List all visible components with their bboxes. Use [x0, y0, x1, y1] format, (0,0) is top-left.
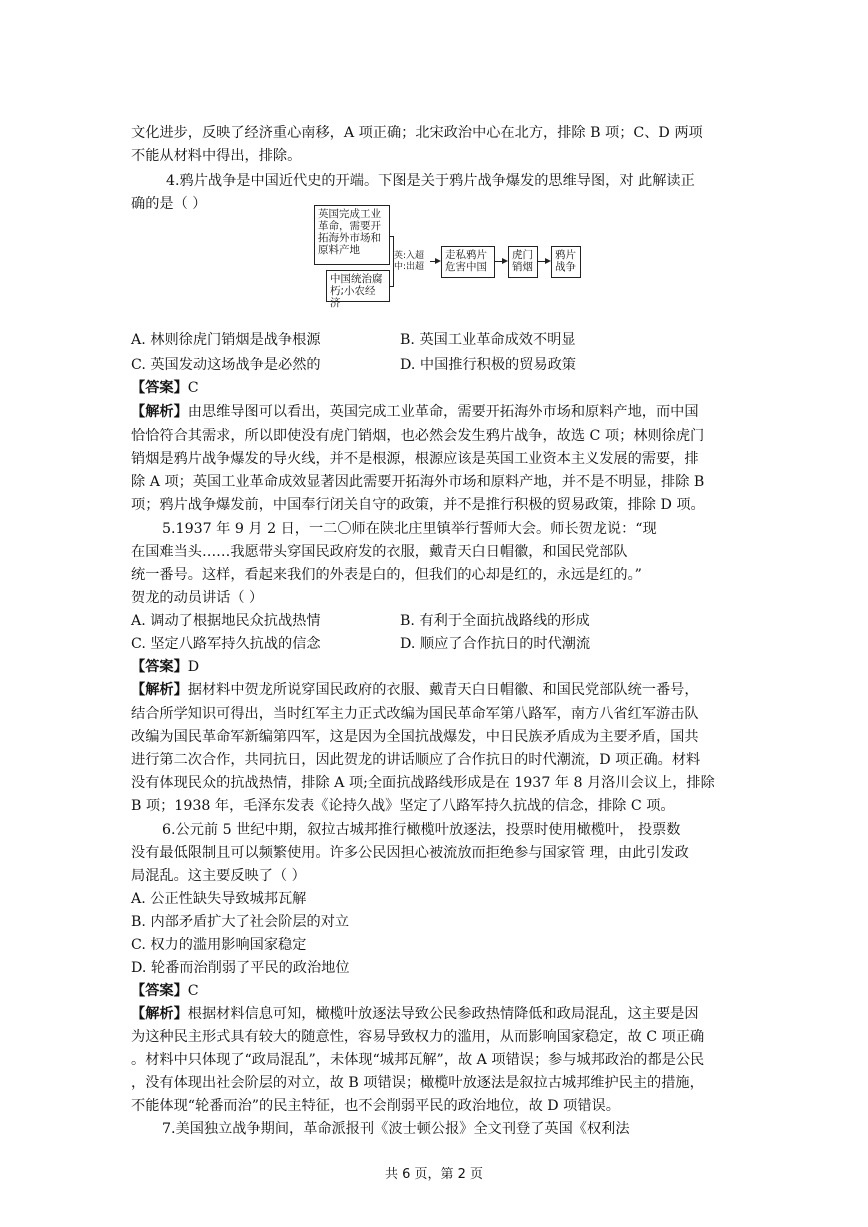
option-a: A. 公正性缺失导致城邦瓦解	[131, 891, 307, 907]
option-b: B. 英国工业革命成效不明显	[400, 332, 576, 348]
analysis-line	[131, 1004, 699, 1024]
question-5-stem: 5.1937 年 9 月 2 日，一二〇师在陕北庄里镇举行誓师大会。师长贺龙说：“现	[162, 521, 657, 537]
answer-value: D	[187, 659, 200, 675]
diagram-box-humen-destruction: 虎门销烟	[508, 246, 538, 278]
option-c: C. 坚定八路军持久抗战的信念	[131, 636, 321, 652]
option-d: D. 轮番而治削弱了平民的政治地位	[131, 960, 350, 976]
analysis-line	[131, 402, 699, 422]
analysis-line: 没有体现民众的抗战热情，排除 A 项;全面抗战路线形成是在 1937 年 8 月洛川会议上，排除	[131, 775, 715, 791]
analysis-line: 结合所学知识可得出，当时红军主力正式改编为国民革命军第八路军，南方八省红军游击队	[131, 706, 699, 722]
answer-line	[131, 378, 199, 398]
analysis-line: 项；鸦片战争爆发前，中国奉行闭关自守的政策，并不是推行积极的贸易政策，排除 D 项。	[131, 497, 705, 513]
analysis-line: 。材料中只体现了“政局混乱”，未体现“城邦瓦解”，故 A 项错误；参与城邦政治的都是公民	[131, 1052, 705, 1068]
option-c: C. 权力的滥用影响国家稳定	[131, 937, 307, 953]
question-6-stem: 局混乱。这主要反映了（ ）	[131, 868, 306, 884]
analysis-line: B 项；1938 年，毛泽东发表《论持久战》坚定了八路军持久抗战的信念，排除 C 项。	[131, 798, 675, 814]
question-4-stem: 确的是（ ）	[131, 196, 207, 212]
answer-tag: 【答案】	[131, 983, 188, 999]
analysis-line	[131, 680, 699, 700]
analysis-line: 不能体现“轮番而治”的民主特征，也不会削弱平民的政治地位，故 D 项错误。	[131, 1098, 620, 1114]
answer-tag: 【答案】	[131, 380, 188, 396]
question-6-stem: 没有最低限制且可以频繁使用。许多公民因担心被流放而拒绝参与国家管 理，由此引发政	[131, 845, 689, 861]
option-d: D. 顺应了合作抗日的时代潮流	[400, 636, 591, 652]
analysis-text: 据材料中贺龙所说穿国民政府的衣服、戴青天白日帽徽、和国民党部队统一番号，	[187, 682, 699, 698]
question-5-stem: 在国难当头……我愿带头穿国民政府发的衣服，戴青天白日帽徽，和国民党部队	[131, 544, 628, 560]
analysis-line: 改编为国民革命军新编第四军，这是因为全国抗战爆发，中日民族矛盾成为主要矛盾，国共	[131, 729, 699, 745]
question-5-stem: 贺龙的动员讲话（ ）	[131, 590, 264, 606]
option-b: B. 内部矛盾扩大了社会阶层的对立	[131, 914, 350, 930]
analysis-tag: 【解析】	[131, 682, 188, 698]
answer-line	[131, 657, 199, 677]
diagram-box-opium-smuggling: 走私鸦片危害中国	[441, 246, 495, 278]
analysis-line: 除 A 项；英国工业革命成效显著因此需要开拓海外市场和原料产地，并不是不明显，排除 B	[131, 474, 705, 490]
analysis-tag: 【解析】	[131, 1006, 188, 1022]
analysis-line: 进行第二次合作，共同抗日，因此贺龙的讲话顺应了合作抗日的时代潮流，D 项正确。材料	[131, 752, 701, 768]
option-c: C. 英国发动这场战争是必然的	[131, 357, 321, 373]
question-4-stem: 4.鸦片战争是中国近代史的开端。下图是关于鸦片战争爆发的思维导图，对 此解读正	[166, 173, 695, 189]
diagram-box-qing-decay: 中国统治腐朽;小农经济	[326, 270, 390, 302]
option-b: B. 有利于全面抗战路线的形成	[400, 613, 590, 629]
question-6-stem: 6.公元前 5 世纪中期，叙拉古城邦推行橄榄叶放逐法，投票时使用橄榄叶， 投票数	[162, 822, 681, 838]
diagram-box-industrial-revolution: 英国完成工业革命，需要开拓海外市场和原料产地	[314, 205, 390, 265]
text-line: 不能从材料中得出，排除。	[131, 148, 302, 164]
analysis-tag: 【解析】	[131, 404, 188, 420]
analysis-line: 销烟是鸦片战争爆发的导火线，并不是根源，根源应该是英国工业资本主义发展的需要，排	[131, 451, 699, 467]
analysis-line: 为这种民主形式具有较大的随意性，容易导致权力的滥用，从而影响国家稳定，故 C 项正确	[131, 1029, 705, 1045]
answer-tag: 【答案】	[131, 659, 188, 675]
diagram-trade-balance: 英:入超 中:出超	[394, 251, 425, 272]
analysis-line: ，没有体现出社会阶层的对立，故 B 项错误；橄榄叶放逐法是叙拉古城邦维护民主的措施，	[131, 1075, 704, 1091]
answer-value: C	[187, 380, 199, 396]
question-7-stem: 7.美国独立战争期间，革命派报刊《波士顿公报》全文刊登了英国《权利法	[162, 1121, 630, 1137]
question-5-stem: 统一番号。这样，看起来我们的外表是白的，但我们的心却是红的，永远是红的。”	[131, 567, 642, 583]
text-line: 文化进步，反映了经济重心南移，A 项正确；北宋政治中心在北方，排除 B 项；C、D 两项	[131, 125, 703, 141]
answer-value: C	[187, 983, 199, 999]
page-footer: 共 6 页，第 2 页	[384, 1167, 484, 1182]
analysis-text: 由思维导图可以看出，英国完成工业革命，需要开拓海外市场和原料产地，而中国	[187, 404, 699, 420]
option-a: A. 林则徐虎门销烟是战争根源	[131, 332, 321, 348]
analysis-line: 恰恰符合其需求，所以即使没有虎门销烟，也必然会发生鸦片战争，故选 C 项；林则徐虎门	[131, 428, 705, 444]
answer-line	[131, 981, 199, 1001]
option-a: A. 调动了根据地民众抗战热情	[131, 613, 321, 629]
diagram-box-opium-war: 鸦片战争	[551, 246, 581, 278]
analysis-text: 根据材料信息可知，橄榄叶放逐法导致公民参政热情降低和政局混乱，这主要是因	[187, 1006, 699, 1022]
option-d: D. 中国推行积极的贸易政策	[400, 357, 576, 373]
